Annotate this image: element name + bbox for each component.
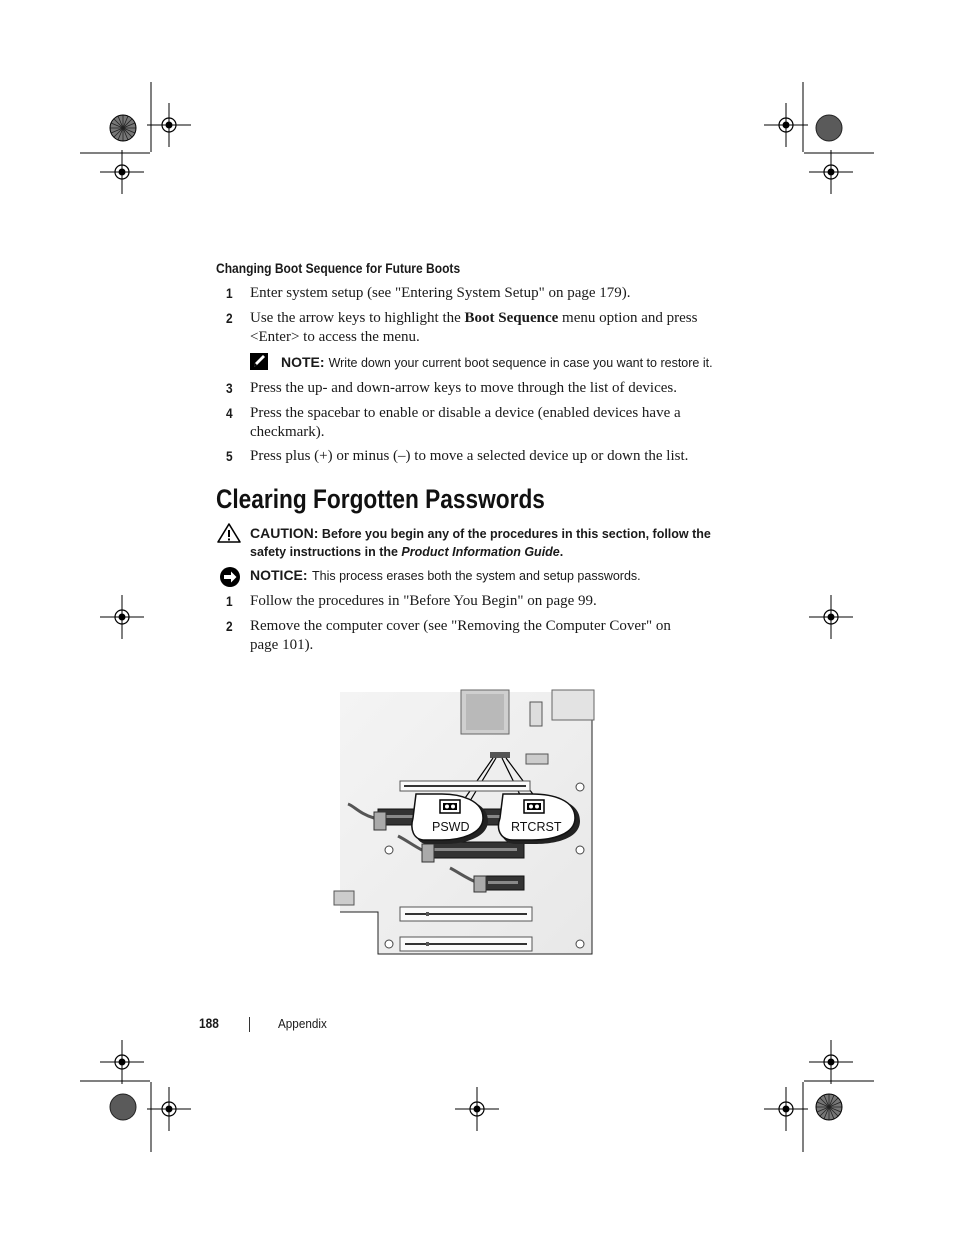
step-text: Follow the procedures in "Before You Begin" on page 99. <box>250 593 597 609</box>
page-number: 188 <box>199 1015 219 1031</box>
rtcrst-label: RTCRST <box>511 820 562 834</box>
caution-icon <box>216 522 242 544</box>
step-number: 5 <box>226 448 233 464</box>
caution-label: CAUTION: <box>250 525 319 541</box>
step-number: 1 <box>226 593 233 609</box>
notice-icon <box>219 566 241 588</box>
page-title: Clearing Forgotten Passwords <box>216 484 545 514</box>
pswd-label: PSWD <box>432 820 470 834</box>
step-text: Remove the computer cover (see "Removing the Computer Cover" on page 101). <box>250 618 671 653</box>
guide-title: Product Information Guide <box>401 545 560 559</box>
caution-text: Before you begin any of the procedures in this section, follow the <box>321 527 711 541</box>
notice-label: NOTICE: <box>250 567 308 583</box>
step-number: 3 <box>226 380 233 396</box>
notice <box>250 567 641 585</box>
notice-text: This process erases both the system and setup passwords. <box>312 569 641 583</box>
step-number: 4 <box>226 405 233 421</box>
boot-sequence-term: Boot Sequence <box>464 310 559 326</box>
step-number: 2 <box>226 618 233 634</box>
step-text: Press plus (+) or minus (–) to move a selected device up or down the list. <box>250 448 689 464</box>
step-text: Press the up- and down-arrow keys to move through the list of devices. <box>250 380 677 396</box>
section-heading: Changing Boot Sequence for Future Boots <box>216 260 461 276</box>
jumper-header <box>490 752 510 758</box>
note-label: NOTE: <box>281 354 325 370</box>
note <box>250 354 713 372</box>
caution: CAUTION: Before you begin any of the procedures in this section, follow the safety instructions in the Product Information Guide. <box>250 525 711 559</box>
footer-divider <box>249 1017 250 1032</box>
step-number: 1 <box>226 285 233 301</box>
note-text: Write down your current boot sequence in case you want to restore it. <box>328 356 713 370</box>
footer-section: Appendix <box>278 1016 327 1031</box>
step-text: Enter system setup (see "Entering System Setup" on page 179). <box>250 285 631 301</box>
step-text: Use the arrow keys to highlight the Boot Sequence menu option and press <Enter> to access the menu. <box>250 310 698 345</box>
step-number: 2 <box>226 310 233 326</box>
step-text: Press the spacebar to enable or disable a device (enabled devices have a checkmark). <box>250 405 681 440</box>
